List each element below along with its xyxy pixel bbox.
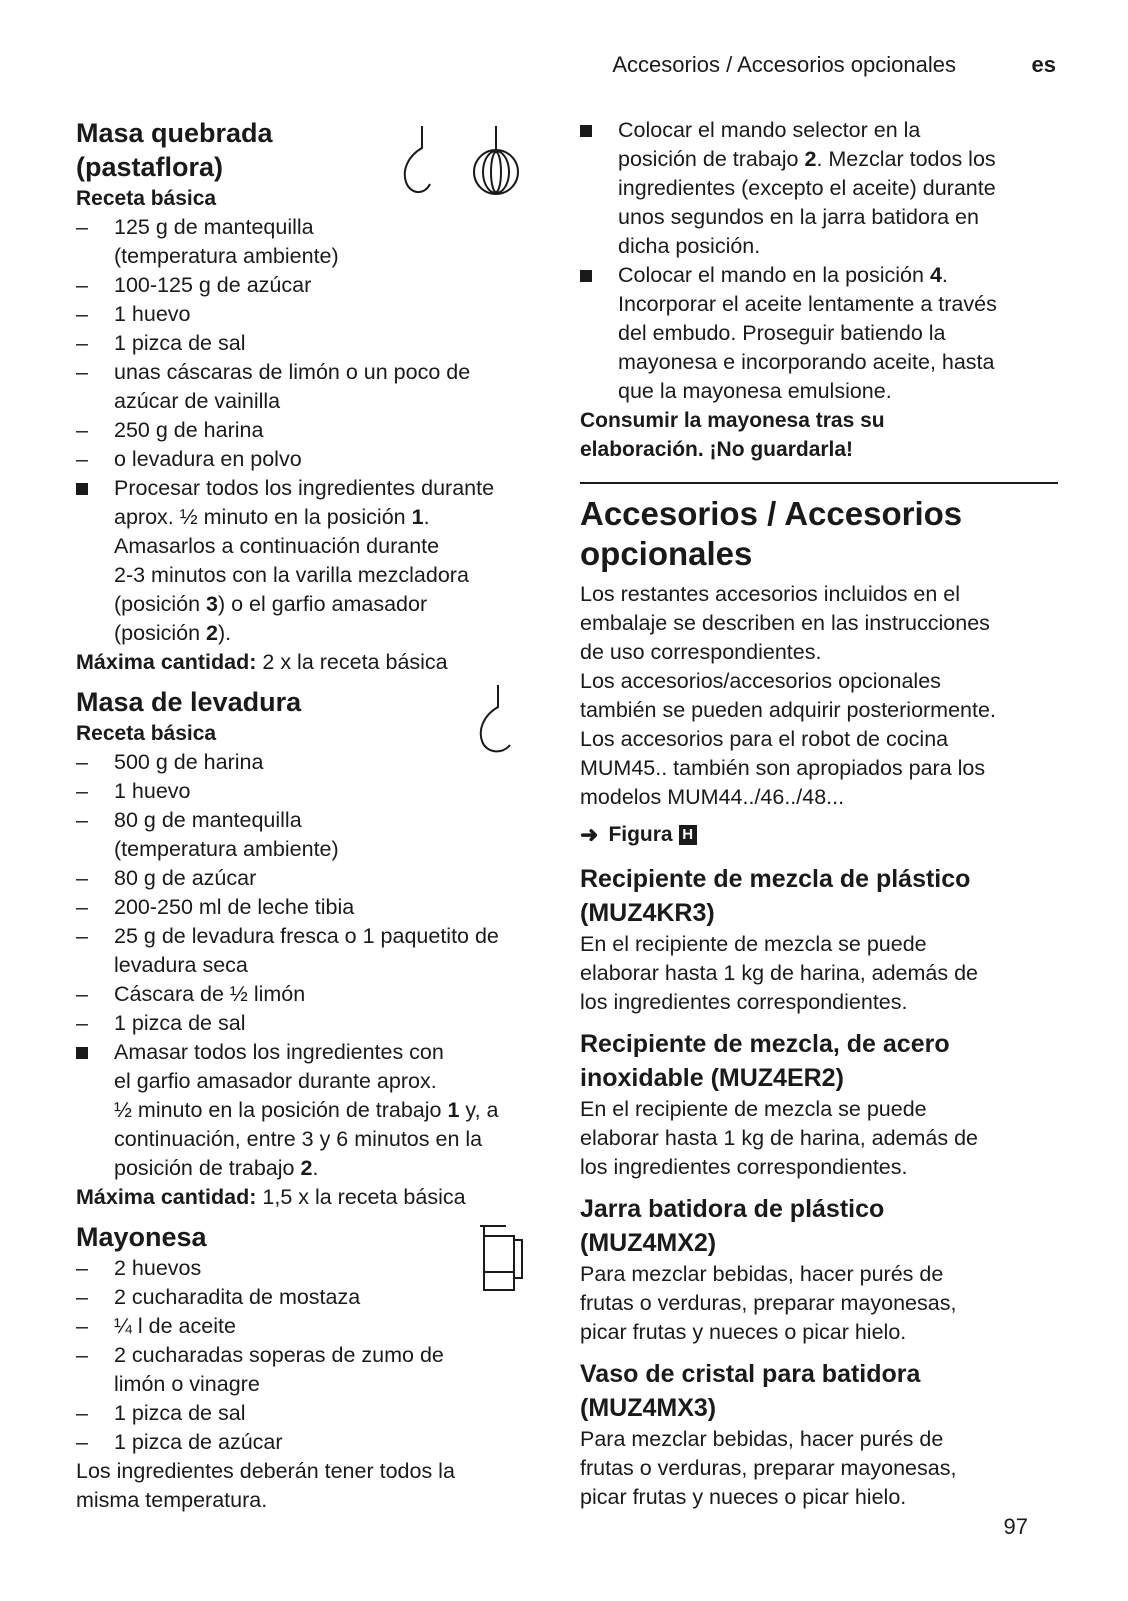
- instruction-step: Procesar todos los ingredientes durante aprox. ½ minuto en la posición 1. Amasarlos a continuación durante 2-3 minutos con la varilla mezcladora (posición 3) o el garfio amasador (posición 2).: [76, 474, 556, 648]
- list-item: – 2 cucharadita de mostaza: [76, 1285, 361, 1309]
- list-item: – 100-125 g de azúcar: [76, 273, 312, 297]
- header-language-code: es: [1031, 52, 1056, 77]
- product-description: En el recipiente de mezcla se puede elaborar hasta 1 kg de harina, además de los ingredientes correspondientes.: [580, 932, 979, 1014]
- list-item: – 500 g de harina: [76, 750, 264, 774]
- list-item: – 1 huevo: [76, 302, 191, 326]
- masa-levadura-title: Masa de levadura: [76, 687, 302, 717]
- product-description: Para mezclar bebidas, hacer purés de frutas o verduras, preparar mayonesas, picar frutas y nueces o picar hielo.: [580, 1262, 957, 1344]
- product-item: [580, 1192, 1058, 1347]
- figure-reference: ➜ Figura H: [580, 818, 1058, 852]
- list-item: – 1 pizca de sal: [76, 1011, 246, 1035]
- kneading-hook-and-whisk-icon: [394, 122, 534, 198]
- instruction-step: Colocar el mando selector en la posición de trabajo 2. Mezclar todos los ingredientes (excepto el aceite) durante unos segundos en la jarra batidora en dicha posición.: [580, 116, 1058, 261]
- product-item: [580, 862, 1058, 1017]
- list-item: – 200-250 ml de leche tibia: [76, 895, 355, 919]
- masa-levadura-section: [76, 685, 556, 1212]
- accessories-title: Accesorios / Accesorios opcionales: [580, 495, 963, 572]
- figure-letter-badge: H: [679, 825, 697, 845]
- header-section-title: Accesorios / Accesorios opcionales: [612, 52, 956, 77]
- accessories-intro: Los restantes accesorios incluidos en el embalaje se describen en las instrucciones de uso correspondientes. Los accesorios/accesorios opcionales también se pueden adquirir posteriormente. Los accesorios para el robot de cocina MUM45.. también son apropiados para los modelos MUM44../46../48...: [580, 582, 996, 809]
- right-column: [580, 116, 1058, 1512]
- list-item: – unas cáscaras de limón o un poco de azúcar de vainilla: [76, 360, 471, 413]
- product-title: Recipiente de mezcla, de acero inoxidable (MUZ4ER2): [580, 1030, 950, 1092]
- max-quantity: Máxima cantidad: 2 x la receta básica: [76, 650, 448, 674]
- product-title: Recipiente de mezcla de plástico (MUZ4KR3): [580, 865, 971, 927]
- product-description: Para mezclar bebidas, hacer purés de frutas o verduras, preparar mayonesas, picar frutas y nueces o picar hielo.: [580, 1427, 957, 1509]
- mayonesa-title: Mayonesa: [76, 1222, 207, 1252]
- product-title: Vaso de cristal para batidora (MUZ4MX3): [580, 1360, 921, 1422]
- list-item: – 1 huevo: [76, 779, 191, 803]
- list-item: – 1 pizca de sal: [76, 331, 246, 355]
- bullet-square-icon: [580, 125, 592, 137]
- list-item: – 25 g de levadura fresca o 1 paquetito de levadura seca: [76, 924, 499, 977]
- section-divider: [580, 482, 1058, 484]
- bullet-square-icon: [76, 1047, 88, 1059]
- left-column: [76, 116, 556, 1515]
- bullet-square-icon: [580, 270, 592, 282]
- bullet-square-icon: [76, 483, 88, 495]
- list-item: – 2 huevos: [76, 1256, 202, 1280]
- list-item: – 250 g de harina: [76, 418, 264, 442]
- max-quantity: Máxima cantidad: 1,5 x la receta básica: [76, 1185, 466, 1209]
- product-description: En el recipiente de mezcla se puede elaborar hasta 1 kg de harina, además de los ingredientes correspondientes.: [580, 1097, 979, 1179]
- product-item: [580, 1027, 1058, 1182]
- list-item: – 1 pizca de sal: [76, 1401, 246, 1425]
- list-item: – o levadura en polvo: [76, 447, 302, 471]
- product-title: Jarra batidora de plástico (MUZ4MX2): [580, 1195, 885, 1257]
- masa-levadura-subtitle: Receta básica: [76, 722, 217, 745]
- kneading-hook-icon: [470, 681, 520, 757]
- list-item: – 80 g de mantequilla (temperatura ambiente): [76, 808, 339, 861]
- list-item: – ¼ l de aceite: [76, 1314, 236, 1338]
- masa-quebrada-subtitle: Receta básica: [76, 187, 217, 210]
- arrow-right-icon: ➜: [580, 822, 599, 847]
- warning-note: Consumir la mayonesa tras su elaboración. ¡No guardarla!: [580, 409, 885, 461]
- list-item: – Cáscara de ½ limón: [76, 982, 306, 1006]
- masa-quebrada-section: [76, 116, 556, 677]
- instruction-step: Colocar el mando en la posición 4. Incorporar el aceite lentamente a través del embudo. Proseguir batiendo la mayonesa e incorporando aceite, hasta que la mayonesa emulsione.: [580, 261, 1058, 406]
- product-item: [580, 1357, 1058, 1512]
- mayonesa-section: [76, 1220, 556, 1515]
- masa-quebrada-title: Masa quebrada (pastaflora): [76, 118, 273, 182]
- page-number: 97: [1003, 1514, 1028, 1539]
- list-item: – 2 cucharadas soperas de zumo de limón o vinagre: [76, 1343, 444, 1396]
- page-header: [0, 52, 1128, 82]
- instruction-step: Amasar todos los ingredientes con el garfio amasador durante aprox. ½ minuto en la posición de trabajo 1 y, a continuación, entre 3 y 6 minutos en la posición de trabajo 2.: [76, 1038, 556, 1183]
- mayonesa-note: Los ingredientes deberán tener todos la misma temperatura.: [76, 1459, 455, 1512]
- list-item: – 80 g de azúcar: [76, 866, 257, 890]
- list-item: – 1 pizca de azúcar: [76, 1430, 283, 1454]
- list-item: – 125 g de mantequilla (temperatura ambiente): [76, 215, 339, 268]
